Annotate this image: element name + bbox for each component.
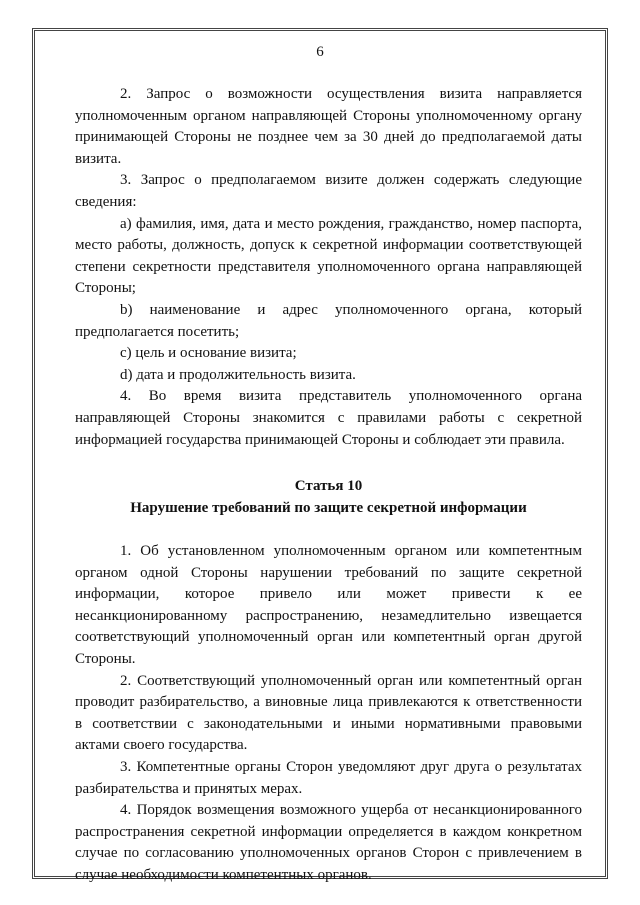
article-title: Нарушение требований по защите секретной информации [130, 500, 527, 517]
paragraph: 4. Порядок возмещения возможного ущерба от несанкционированного распространения секретной информации определяется в каждом конкретном случае по согласованию уполномоченных органов Сторон с привлечением в случае необходимости компетентных органов. [75, 802, 582, 883]
document-body [75, 84, 582, 887]
list-item: d) дата и продолжительность визита. [120, 366, 356, 383]
list-item: c) цель и основание визита; [120, 345, 297, 362]
paragraph: 3. Компетентные органы Сторон уведомляют друг друга о результатах разбирательства и принятых мерах. [75, 759, 582, 797]
paragraph: 2. Соответствующий уполномоченный орган или компетентный орган проводит разбирательство, а виновные лица привлекаются к ответственности в соответствии с законодательными и иными нормативными правовыми актами своего государства. [75, 672, 582, 754]
paragraph: 3. Запрос о предполагаемом визите должен содержать следующие сведения: [75, 172, 582, 210]
paragraph: 4. Во время визита представитель уполномоченного органа направляющей Стороны знакомится с правилами работы с секретной информацией государства принимающей Стороны и соблюдает эти правила. [75, 388, 582, 448]
paragraph: 1. Об установленном уполномоченным органом или компетентным органом одной Стороны нарушении требований по защите секретной информации, которое привело или может привести к ее несанкционированному распространению, незамедлительно извещается соответствующий уполномоченный орган или компетентный орган другой Стороны. [75, 543, 582, 668]
list-item: b) наименование и адрес уполномоченного органа, который предполагается посетить; [75, 301, 582, 340]
page-number: 6 [316, 44, 324, 60]
paragraph: 2. Запрос о возможности осуществления визита направляется уполномоченным органом направляющей Стороны уполномоченному органу принимающей Стороны не позднее чем за 30 дней до предполагаемой даты визита. [75, 86, 582, 167]
article-number: Статья 10 [294, 478, 363, 495]
list-item: a) фамилия, имя, дата и место рождения, гражданство, номер паспорта, место работы, должность, допуск к секретной информации соответствующей степени секретности представителя уполномоченного органа направляющей Стороны; [75, 215, 582, 297]
